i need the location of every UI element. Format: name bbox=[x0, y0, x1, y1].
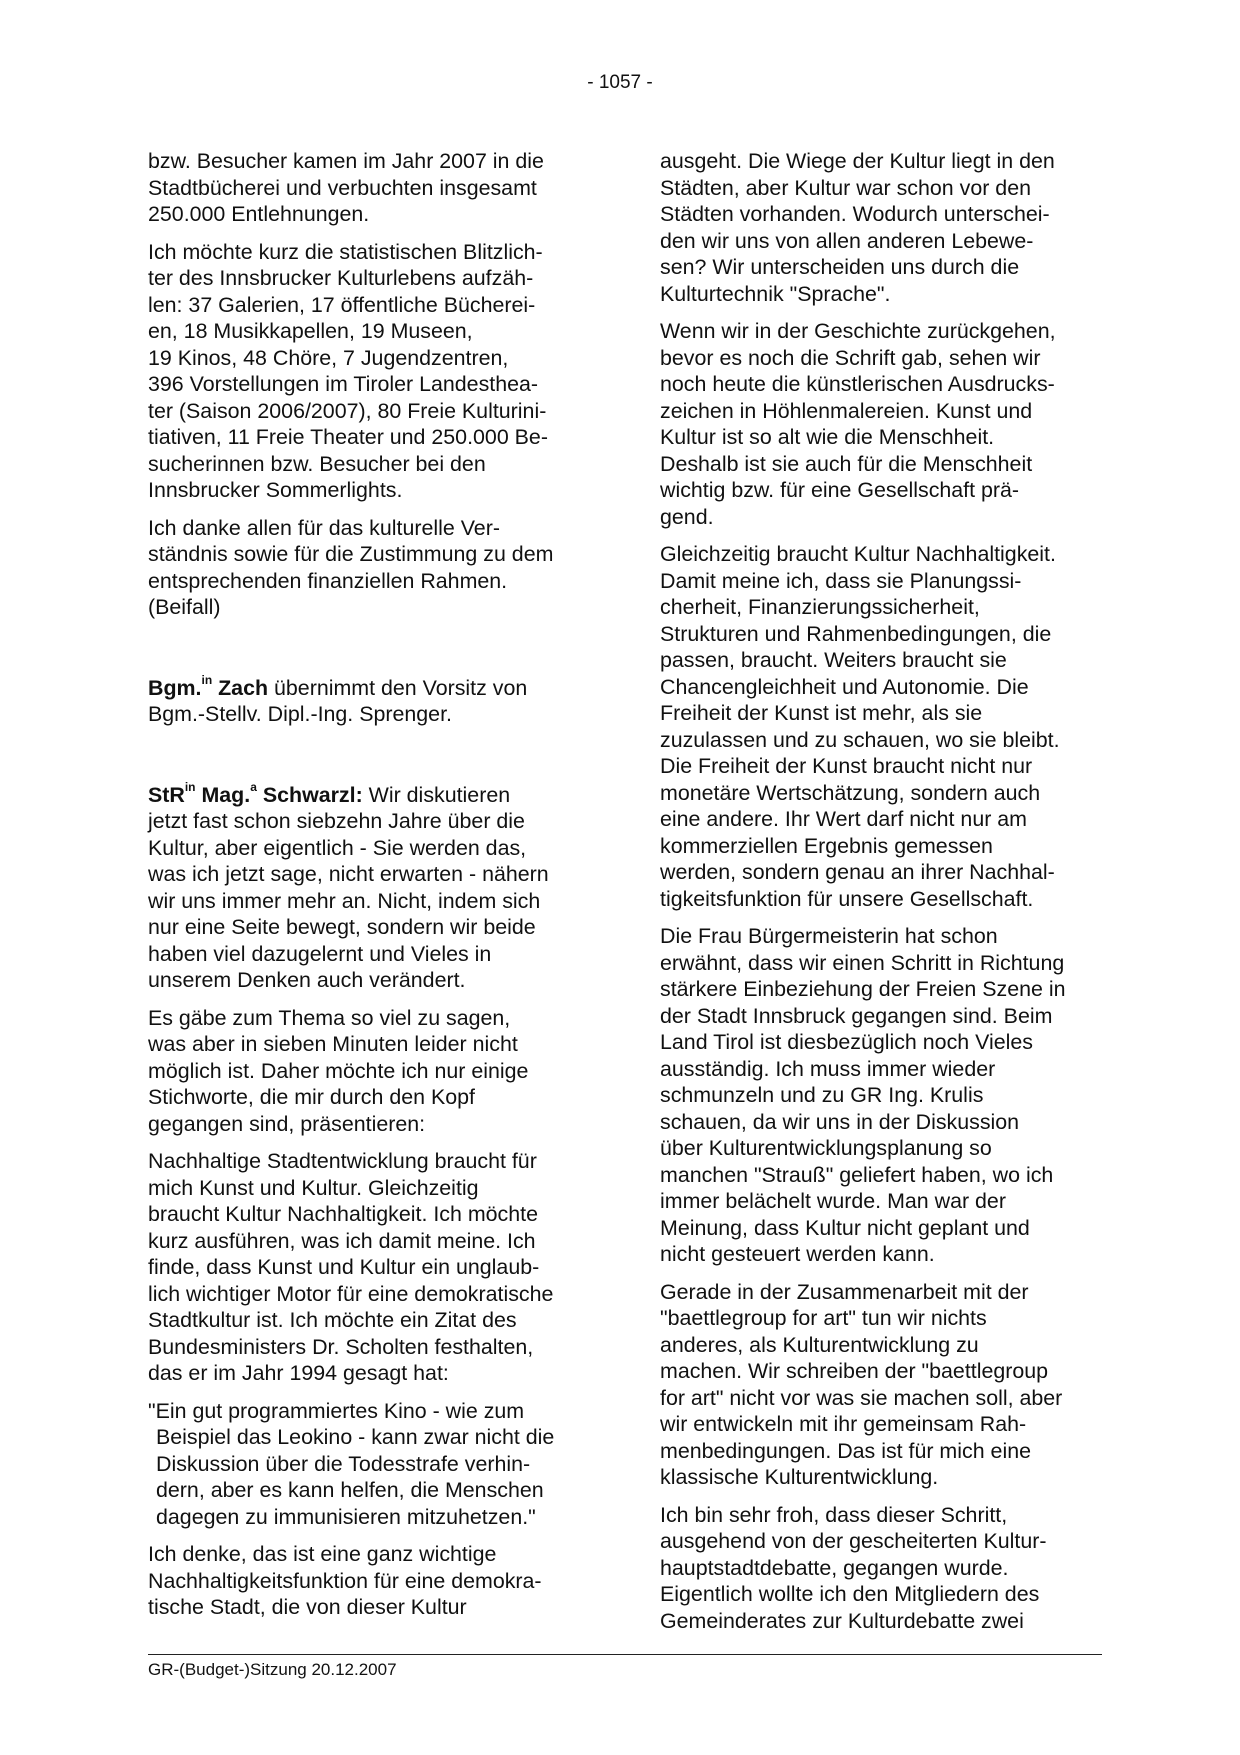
text-line: Ich danke allen für das kulturelle Ver- bbox=[148, 515, 500, 540]
text-line: Strukturen und Rahmenbedingungen, die bbox=[660, 621, 1052, 646]
text-line: finde, dass Kunst und Kultur ein unglaub- bbox=[148, 1255, 540, 1279]
chair-change-note bbox=[148, 675, 588, 728]
text-line: dagegen zu immunisieren mitzuhetzen." bbox=[156, 1504, 536, 1529]
text-line: 250.000 Entlehnungen. bbox=[148, 202, 370, 226]
text-line: Die Freiheit der Kunst braucht nicht nur bbox=[660, 754, 1033, 778]
text-line: den wir uns von allen anderen Lebewe- bbox=[660, 228, 1034, 253]
text-line: manchen "Strauß" geliefert haben, wo ich bbox=[660, 1162, 1054, 1187]
text-line: Ich möchte kurz die statistischen Blitzlich- bbox=[148, 239, 543, 264]
text-line: wir entwickeln mit ihr gemeinsam Rah- bbox=[660, 1412, 1027, 1436]
speech-paragraph bbox=[148, 782, 588, 994]
text-line: for art" nicht vor was sie machen soll, aber bbox=[660, 1385, 1063, 1410]
text-line: werden, sondern genau an ihrer Nachhal- bbox=[660, 860, 1055, 884]
text-line: anderes, als Kulturentwicklung zu bbox=[660, 1332, 979, 1357]
text-line: Damit meine ich, dass sie Planungssi- bbox=[660, 568, 1022, 593]
paragraph bbox=[660, 541, 1110, 912]
text-line: Ich bin sehr froh, dass dieser Schritt, bbox=[660, 1502, 1008, 1527]
text-line: Gemeinderates zur Kulturdebatte zwei bbox=[660, 1608, 1024, 1633]
text-line: jetzt fast schon siebzehn Jahre über die bbox=[148, 809, 525, 833]
paragraph bbox=[148, 1005, 588, 1138]
text-line: möglich ist. Daher möchte ich nur einige bbox=[148, 1058, 529, 1083]
right-column bbox=[660, 148, 1110, 1645]
paragraph bbox=[660, 923, 1110, 1268]
text-line: was aber in sieben Minuten leider nicht bbox=[148, 1032, 518, 1056]
left-column bbox=[148, 148, 588, 1632]
speaker-name: Bgm.$^{in}$ Zach bbox=[148, 673, 269, 700]
paragraph bbox=[148, 1148, 588, 1387]
text-line: wichtig bzw. für eine Gesellschaft prä- bbox=[660, 478, 1020, 502]
text-line: ausständig. Ich muss immer wieder bbox=[660, 1056, 996, 1081]
page-number: - 1057 - bbox=[587, 72, 653, 93]
text-line: immer belächelt wurde. Man war der bbox=[660, 1189, 1006, 1213]
text-line: menbedingungen. Das ist für mich eine bbox=[660, 1438, 1031, 1463]
text-line: das er im Jahr 1994 gesagt hat: bbox=[148, 1361, 449, 1385]
text-line: Städten vorhanden. Wodurch unterschei- bbox=[660, 202, 1050, 226]
text-line: gend. bbox=[660, 504, 714, 529]
footer-text: GR-(Budget-)Sitzung 20.12.2007 bbox=[148, 1660, 397, 1679]
text-line: entsprechenden finanziellen Rahmen. bbox=[148, 568, 508, 593]
text-line: Innsbrucker Sommerlights. bbox=[148, 478, 403, 502]
text-line: erwähnt, dass wir einen Schritt in Richtung bbox=[660, 950, 1065, 975]
text-line: noch heute die künstlerischen Ausdrucks- bbox=[660, 372, 1055, 396]
text-line: tische Stadt, die von dieser Kultur bbox=[148, 1595, 467, 1619]
paragraph bbox=[148, 515, 588, 621]
text-line: Es gäbe zum Thema so viel zu sagen, bbox=[148, 1005, 511, 1030]
text-line: Diskussion über die Todesstrafe verhin- bbox=[156, 1451, 531, 1476]
text-line: Beispiel das Leokino - kann zwar nicht die bbox=[156, 1425, 555, 1449]
text-line: kommerziellen Ergebnis gemessen bbox=[660, 833, 993, 858]
text-line: 396 Vorstellungen im Tiroler Landesthea- bbox=[148, 372, 539, 396]
text-line: ter (Saison 2006/2007), 80 Freie Kulturini- bbox=[148, 398, 547, 423]
text-line: lich wichtiger Motor für eine demokratische bbox=[148, 1281, 554, 1306]
text-line: Freiheit der Kunst ist mehr, als sie bbox=[660, 701, 983, 725]
text-line: en, 18 Musikkapellen, 19 Museen, bbox=[148, 319, 473, 343]
text-line: der Stadt Innsbruck gegangen sind. Beim bbox=[660, 1003, 1053, 1028]
text-line: Die Frau Bürgermeisterin hat schon bbox=[660, 924, 998, 948]
text-line: braucht Kultur Nachhaltigkeit. Ich möchte bbox=[148, 1202, 538, 1226]
text-line: tiativen, 11 Freie Theater und 250.000 Be- bbox=[148, 425, 548, 449]
text-line: gegangen sind, präsentieren: bbox=[148, 1111, 426, 1136]
text-line: haben viel dazugelernt und Vieles in bbox=[148, 941, 492, 966]
text-line: Eigentlich wollte ich den Mitgliedern des bbox=[660, 1582, 1040, 1606]
text-line: Stadtbücherei und verbuchten insgesamt bbox=[148, 175, 537, 200]
text-line: "baettlegroup for art" tun wir nichts bbox=[660, 1306, 987, 1330]
paragraph bbox=[148, 1541, 588, 1621]
text-line: Bgm.-Stellv. Dipl.-Ing. Sprenger. bbox=[148, 702, 452, 726]
text-line: Nachhaltige Stadtentwicklung braucht für bbox=[148, 1149, 537, 1173]
block-quote bbox=[148, 1398, 588, 1531]
text-line: ter des Innsbrucker Kulturlebens aufzäh- bbox=[148, 266, 534, 290]
text-line: sucherinnen bzw. Besucher bei den bbox=[148, 451, 486, 476]
paragraph bbox=[660, 148, 1110, 307]
text-line: ausgehend von der gescheiterten Kultur- bbox=[660, 1529, 1047, 1553]
text-line: Gerade in der Zusammenarbeit mit der bbox=[660, 1279, 1029, 1304]
text-line: Meinung, dass Kultur nicht geplant und bbox=[660, 1215, 1030, 1240]
paragraph bbox=[148, 148, 588, 228]
text-line: Wenn wir in der Geschichte zurückgehen, bbox=[660, 319, 1056, 343]
text-line: Kultur, aber eigentlich - Sie werden das, bbox=[148, 835, 527, 860]
text-line: "Ein gut programmiertes Kino - wie zum bbox=[148, 1398, 525, 1423]
text-line: Bgm.$^{in}$ Zach übernimmt den Vorsitz von bbox=[148, 673, 528, 700]
text-line: sen? Wir unterscheiden uns durch die bbox=[660, 255, 1020, 279]
text-line: nur eine Seite bewegt, sondern wir beide bbox=[148, 915, 536, 939]
text-line: wir uns immer mehr an. Nicht, indem sich bbox=[148, 888, 541, 913]
text-line: hauptstadtdebatte, gegangen wurde. bbox=[660, 1555, 1009, 1580]
text-line: len: 37 Galerien, 17 öffentliche Bücherei- bbox=[148, 292, 536, 317]
text-line: schauen, da wir uns in der Diskussion bbox=[660, 1109, 1020, 1134]
text-line: zeichen in Höhlenmalereien. Kunst und bbox=[660, 398, 1033, 423]
text-line: Stichworte, die mir durch den Kopf bbox=[148, 1085, 475, 1109]
text-line: monetäre Wertschätzung, sondern auch bbox=[660, 780, 1041, 805]
text-line: Städten, aber Kultur war schon vor den bbox=[660, 175, 1031, 200]
text-line: klassische Kulturentwicklung. bbox=[660, 1465, 939, 1489]
text-line: über Kulturentwicklungsplanung so bbox=[660, 1136, 992, 1160]
text-line: kurz ausführen, was ich damit meine. Ich bbox=[148, 1228, 536, 1253]
text-line: cherheit, Finanzierungssicherheit, bbox=[660, 595, 980, 619]
text-line: Kulturtechnik "Sprache". bbox=[660, 281, 891, 306]
footer-divider bbox=[148, 1654, 1102, 1655]
text-line: Kultur ist so alt wie die Menschheit. bbox=[660, 425, 995, 449]
text-line: was ich jetzt sage, nicht erwarten - nähern bbox=[148, 862, 549, 886]
text-line: Ich denke, das ist eine ganz wichtige bbox=[148, 1542, 497, 1566]
text-line: Deshalb ist sie auch für die Menschheit bbox=[660, 451, 1033, 476]
paragraph bbox=[148, 239, 588, 504]
text-line: Bundesministers Dr. Scholten festhalten, bbox=[148, 1334, 534, 1359]
text-line: unserem Denken auch verändert. bbox=[148, 968, 466, 992]
text-line: passen, braucht. Weiters braucht sie bbox=[660, 648, 1007, 672]
text-line: dern, aber es kann helfen, die Menschen bbox=[156, 1478, 544, 1502]
text-line: 19 Kinos, 48 Chöre, 7 Jugendzentren, bbox=[148, 345, 509, 370]
paragraph bbox=[660, 1502, 1110, 1635]
text-line: eine andere. Ihr Wert darf nicht nur am bbox=[660, 807, 1027, 831]
text-line: Stadtkultur ist. Ich möchte ein Zitat des bbox=[148, 1308, 517, 1332]
text-line: tigkeitsfunktion für unsere Gesellschaft. bbox=[660, 886, 1034, 911]
text-line: schmunzeln und zu GR Ing. Krulis bbox=[660, 1083, 984, 1107]
text-line: machen. Wir schreiben der "baettlegroup bbox=[660, 1359, 1049, 1383]
text-line: nicht gesteuert werden kann. bbox=[660, 1242, 935, 1266]
text-line: bevor es noch die Schrift gab, sehen wir bbox=[660, 345, 1041, 370]
text-line: stärkere Einbeziehung der Freien Szene in bbox=[660, 977, 1066, 1001]
text-line: ständnis sowie für die Zustimmung zu dem bbox=[148, 542, 554, 566]
text-line: ausgeht. Die Wiege der Kultur liegt in den bbox=[660, 149, 1055, 173]
text-line: Land Tirol ist diesbezüglich noch Vieles bbox=[660, 1030, 1033, 1054]
paragraph bbox=[660, 1279, 1110, 1491]
text-line: (Beifall) bbox=[148, 595, 221, 619]
speaker-name: StR$^{in}$ Mag.$^a$ Schwarzl: bbox=[148, 780, 363, 807]
text-line: bzw. Besucher kamen im Jahr 2007 in die bbox=[148, 149, 544, 173]
text-line: Gleichzeitig braucht Kultur Nachhaltigkeit. bbox=[660, 542, 1056, 566]
text-line: StR$^{in}$ Mag.$^a$ Schwarzl: Wir diskutieren bbox=[148, 780, 511, 807]
text-line: Nachhaltigkeitsfunktion für eine demokra- bbox=[148, 1568, 542, 1593]
text-line: mich Kunst und Kultur. Gleichzeitig bbox=[148, 1175, 479, 1200]
paragraph bbox=[660, 318, 1110, 530]
text-line: Chancengleichheit und Autonomie. Die bbox=[660, 674, 1029, 699]
text-line: zuzulassen und zu schauen, wo sie bleibt. bbox=[660, 727, 1060, 752]
